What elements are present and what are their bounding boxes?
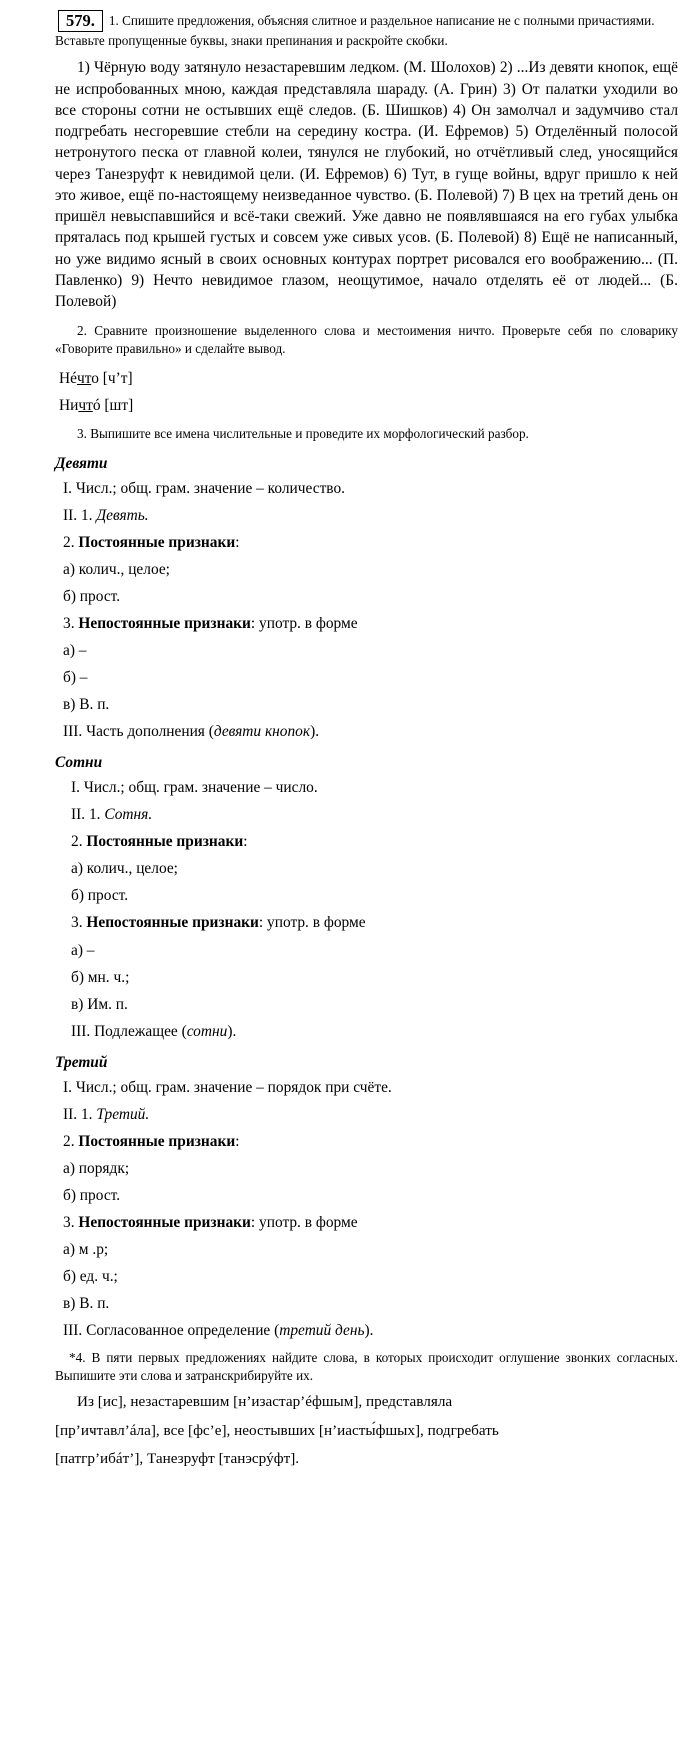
pron-word-2-mid: чт bbox=[78, 396, 93, 414]
analysis-line: 2. Постоянные признаки: bbox=[63, 533, 240, 551]
analysis-line: б) – bbox=[63, 669, 88, 687]
analysis-line: III. Согласованное определение (третий день). bbox=[63, 1322, 374, 1340]
transcription-text-3: [патгр’ибáт’], Танезруфт [танэсрýфт]. bbox=[55, 1449, 300, 1467]
pronunciation-item-2 bbox=[59, 394, 678, 417]
pron-word-2-post: ó bbox=[92, 396, 101, 414]
morph-analysis-devyati bbox=[55, 453, 678, 742]
analysis-line: б) ед. ч.; bbox=[63, 1268, 118, 1285]
analysis-line: в) В. п. bbox=[63, 696, 110, 714]
analysis-line: 2. Постоянные признаки: bbox=[63, 1132, 240, 1150]
analysis-line: б) прост. bbox=[63, 1186, 121, 1204]
analysis-line: 3. Непостоянные признаки: употр. в форме bbox=[71, 914, 366, 932]
pron-bracket-2: [шт] bbox=[104, 396, 134, 414]
analysis-line: в) Им. п. bbox=[71, 995, 128, 1013]
pron-bracket-1: [ч’т] bbox=[102, 369, 133, 387]
analysis-line: I. Числ.; общ. грам. значение – количество. bbox=[63, 479, 346, 497]
pron-word-2-pre: Ни bbox=[59, 396, 79, 414]
morph-analysis-sotni bbox=[55, 752, 678, 1041]
analysis-line: а) – bbox=[71, 941, 95, 959]
analysis-title: Сотни bbox=[55, 754, 103, 772]
analysis-line: II. 1. Третий. bbox=[63, 1105, 150, 1123]
analysis-line: а) колич., целое; bbox=[63, 560, 170, 578]
exercise-task-3: 3. Выпишите все имена числительные и проведите их морфологический разбор. bbox=[77, 425, 529, 441]
exercise-task-1: 1. Спишите предложения, объясняя слитное и раздельное написание не с полными причастиями. Вставьте пропущенные буквы, знаки препинания и раскройте скобки. bbox=[55, 12, 655, 49]
analysis-line: а) колич., целое; bbox=[71, 860, 178, 878]
analysis-line: III. Подлежащее (сотни). bbox=[71, 1022, 237, 1040]
analysis-title: Девяти bbox=[55, 454, 108, 472]
analysis-line: а) – bbox=[63, 642, 87, 660]
transcription-text-1: Из [ис], незастаревшим [н’изастар’éфшым], представляла bbox=[77, 1393, 453, 1411]
transcription-text-2: [пр’иҹтавл’áла], все [фс’е], неостывших [н’иасты́фшых], подгребать bbox=[55, 1421, 499, 1439]
analysis-line: а) порядк; bbox=[63, 1159, 130, 1177]
analysis-line: б) мн. ч.; bbox=[71, 968, 130, 986]
pron-word-1-mid: чт bbox=[76, 369, 92, 387]
analysis-line: III. Часть дополнения (девяти кнопок). bbox=[63, 723, 320, 741]
exercise-header bbox=[55, 10, 678, 50]
morph-analysis-tretiy bbox=[55, 1052, 678, 1341]
analysis-line: б) прост. bbox=[63, 587, 121, 605]
analysis-line: I. Числ.; общ. грам. значение – число. bbox=[71, 779, 318, 797]
analysis-line: 3. Непостоянные признаки: употр. в форме bbox=[63, 615, 358, 632]
transcription-line-3 bbox=[55, 1448, 678, 1469]
pron-word-1-pre: Нé bbox=[59, 369, 77, 387]
analysis-line: I. Числ.; общ. грам. значение – порядок при счёте. bbox=[63, 1078, 392, 1096]
exercise-body-sentences: 1) Чёрную воду затянуло незастаревшим ледком. (М. Шолохов) 2) ...Из девяти кнопок, ещё не испробованных мною, каждая представляла шараду. (А. Грин) 3) От палатки уходили во все стороны сотни не остывших ещё следов. (Б. Шишков) 4) Он замолчал и задумчиво стал подгребать несгоревшие стебли на середину костра. (И. Ефремов) 5) Отделённый полосой нетронутого песка от главной колеи, тянулся не глубокий, но отчётливый след, уносящийся через Танезруфт к невидимой цели. (И. Ефремов) 6) Тут, в гуще войны, вдруг пришло к ней это живое, ещё по-настоящему неизведанное чувство. (Б. Полевой) 7) В цех на третий день он пришёл невыспавшийся и всё-таки свежий. Уже давно не появлявшаяся на его губах улыбка пряталась под крышей густых и совсем уже сивых усов. (Б. Полевой) 8) Ещё не написанный, но уже видимо ясный в своих основных контурах портрет рисовался его воображению... (П. Павленко) 9) Нечто невидимое глазом, неощутимое, начало отделять её от людей... (Б. Полевой) bbox=[55, 59, 678, 311]
exercise-task-4: *4. В пяти первых предложениях найдите слова, в которых происходит оглушение звонких согласных. Выпишите эти слова и затранскрибируйте их. bbox=[55, 1350, 678, 1383]
transcription-line-1 bbox=[55, 1391, 678, 1412]
analysis-line: 3. Непостоянные признаки: употр. в форме bbox=[63, 1213, 358, 1231]
transcription-line-2 bbox=[55, 1420, 678, 1441]
pronunciation-block bbox=[55, 367, 678, 417]
exercise-task-2: 2. Сравните произношение выделенного слова и местоимения ничто. Проверьте себя по словарику «Говорите правильно» и сделайте вывод. bbox=[55, 323, 678, 356]
analysis-title: Третий bbox=[55, 1053, 108, 1071]
pron-word-1-post: о bbox=[91, 369, 99, 387]
analysis-line: а) м .р; bbox=[63, 1240, 109, 1258]
analysis-line: II. 1. Сотня. bbox=[71, 806, 153, 824]
analysis-line: в) В. п. bbox=[63, 1295, 110, 1313]
pronunciation-item-1 bbox=[59, 367, 678, 390]
analysis-line: 2. Постоянные признаки: bbox=[71, 833, 248, 851]
analysis-line: II. 1. Девять. bbox=[63, 506, 149, 524]
analysis-line: б) прост. bbox=[71, 887, 129, 905]
exercise-number: 579. bbox=[58, 10, 103, 32]
